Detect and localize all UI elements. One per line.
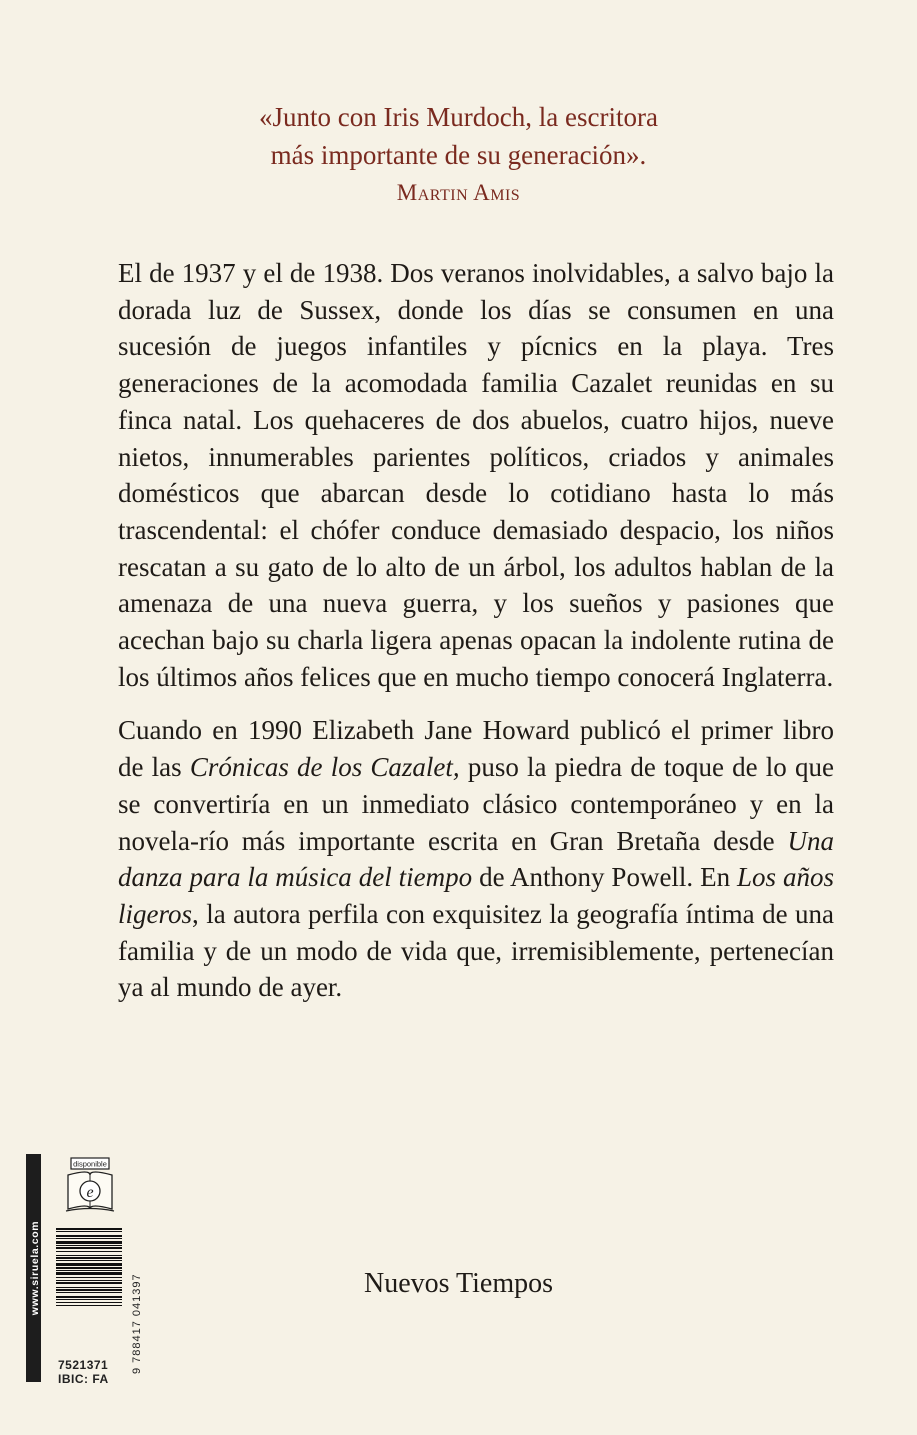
barcode-bar: [56, 1241, 122, 1244]
ebook-letter: e: [86, 1184, 94, 1201]
website-url: www.siruela.com: [29, 1220, 41, 1316]
book-title-los-anos-ligeros: Los años ligeros: [118, 862, 834, 929]
barcode-bar: [56, 1267, 122, 1269]
barcode-bar: [56, 1251, 122, 1252]
barcode-bar: [56, 1296, 122, 1298]
ibic-code: IBIC: FA: [58, 1372, 109, 1386]
ebook-label: disponible: [73, 1159, 107, 1169]
quote-line-2: más importante de su generación».: [270, 140, 647, 170]
barcode-bar: [56, 1270, 122, 1271]
barcode-bar: [56, 1302, 122, 1303]
isbn-number: 9 788417 041397: [131, 1273, 143, 1374]
blurb-quote: [0, 98, 917, 212]
synopsis: [118, 255, 834, 1023]
quote-line-1: «Junto con Iris Murdoch, la escritora: [259, 102, 658, 132]
synopsis-paragraph-1: El de 1937 y el de 1938. Dos veranos inolvidables, a salvo bajo la dorada luz de Sussex, donde los días se consumen en una sucesión de juegos infantiles y pícnics en la playa. Tres generaciones de la acomodada familia Cazalet reunidas en su finca natal. Los quehaceres de dos abuelos, cuatro hijos, nueve nietos, innumerables parientes políticos, criados y animales domésticos que abarcan desde lo cotidiano hasta lo más trascendental: el chófer conduce demasiado despacio, los niños rescatan a su gato de lo alto de un árbol, los adultos hablan de la amenaza de una nueva guerra, y los sueños y pasiones que acechan bajo su charla ligera apenas opacan la indolente rutina de los últimos años felices que en mucho tiempo conocerá Inglaterra.: [118, 258, 834, 692]
p2-text-c: de Anthony Powell. En: [472, 862, 738, 893]
collection-name: Nuevos Tiempos: [363, 1268, 554, 1299]
barcode-bar: [56, 1260, 122, 1261]
book-title-cronicas: Crónicas de los Cazalet,: [189, 752, 460, 783]
barcode-bar: [56, 1263, 122, 1266]
barcode-bar: [56, 1247, 122, 1249]
barcode-bar: [56, 1289, 122, 1291]
barcode-bar: [56, 1255, 122, 1256]
barcode-bar: [56, 1231, 122, 1232]
barcode-bar: [56, 1277, 122, 1278]
barcode-bar: [56, 1282, 122, 1284]
barcode-bar: [56, 1305, 122, 1306]
barcode-bar: [56, 1287, 122, 1288]
isbn-barcode: [56, 1224, 142, 1374]
p2-text-a: Cuando en 1990 Elizabeth Jane Howard publicó el primer libro de las: [118, 715, 834, 783]
barcode-bar: [56, 1245, 122, 1246]
barcode-bar: [56, 1280, 122, 1281]
ebook-available-icon: [64, 1157, 116, 1219]
quote-author: Martin Amis: [396, 180, 521, 205]
barcode-bar: [56, 1235, 122, 1237]
website-strip: [26, 1154, 41, 1382]
barcode-bar: [56, 1238, 122, 1239]
p2-text-b: puso la piedra de toque de lo que se convertiría en un inmediato clásico contemporáneo y en la novela-río más importante escrita en Gran Bretaña desde: [118, 752, 834, 856]
product-code: 7521371: [58, 1358, 109, 1372]
barcode-bar: [56, 1292, 122, 1293]
barcode-bar: [56, 1272, 122, 1275]
barcode-panel: [26, 1154, 146, 1386]
book-title-una-danza: Una danza para la música del tiempo: [118, 825, 834, 893]
synopsis-paragraph-2: [118, 712, 834, 1006]
barcode-bar: [56, 1257, 122, 1259]
barcode-bar: [56, 1228, 122, 1230]
p2-text-d: , la autora perfila con exquisitez la geografía íntima de una familia y de un modo de vida que, irremisiblemente, pertenecían ya al mundo de ayer.: [118, 898, 834, 1003]
barcode-bar: [56, 1299, 122, 1300]
